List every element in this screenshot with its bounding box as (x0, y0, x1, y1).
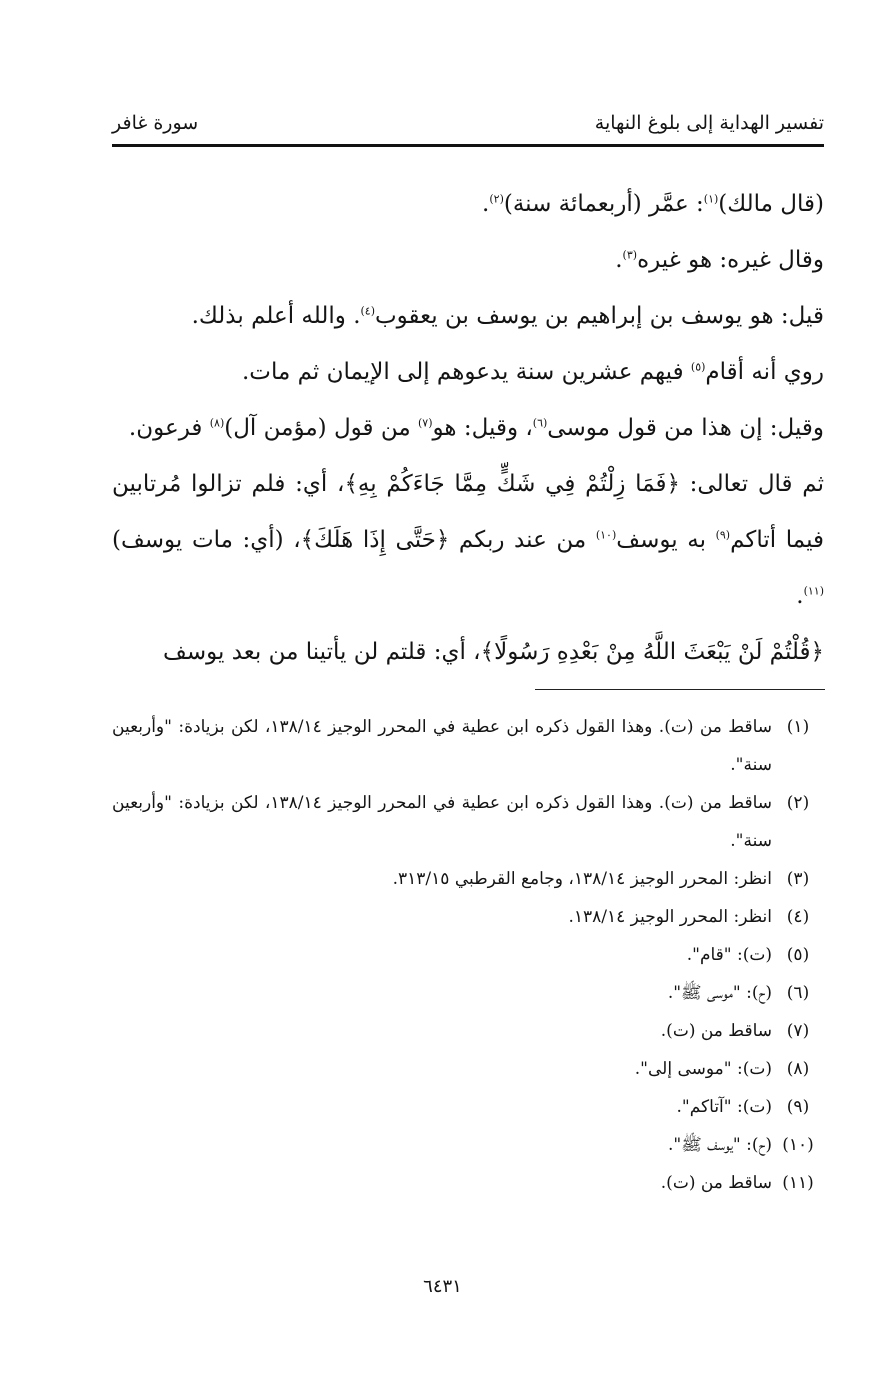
footnote-number: (٢) (786, 793, 810, 813)
paragraph: قيل: هو يوسف بن إبراهيم بن يوسف بن يعقوب$^{(٤)}$. والله أعلم بذلك. (191, 303, 824, 329)
footnote-marker: (٤) (360, 304, 376, 318)
footnote-text: (ت): "قام". (686, 945, 772, 965)
body-text (112, 176, 824, 680)
footnote (112, 784, 824, 860)
paragraph: ﴿قُلْتُمْ لَنْ يَبْعَثَ اللَّهُ مِنْ بَعْدِهِ رَسُولًا﴾، أي: قلتم لن يأتينا من بعد يوسف (163, 639, 824, 665)
footnote-text: (ت): "آتاكم". (676, 1097, 772, 1117)
footnotes (112, 708, 824, 1202)
footnote-marker: (٢) (489, 192, 504, 206)
footnote-number: (٩) (786, 1097, 810, 1117)
footnote-text: انظر: المحرر الوجيز ١٣٨/١٤. (568, 907, 772, 927)
footnote-text: ساقط من (ت). وهذا القول ذكره ابن عطية في المحرر الوجيز ١٣٨/١٤، لكن بزيادة: "وأربعين سنة". (112, 717, 772, 775)
page-number: ٦٤٣١ (423, 1276, 462, 1297)
footnote-number: (٤) (786, 907, 810, 927)
footnote-text: (ح): "يوسف ﷺ". (667, 1135, 772, 1155)
footnote (112, 1050, 824, 1088)
footnote (112, 898, 824, 936)
footnote-text: ساقط من (ت). (660, 1173, 772, 1193)
footnote-text: (ح): "موسى ﷺ". (667, 983, 772, 1003)
footnote-marker: (١١) (803, 584, 824, 598)
footnote (112, 1088, 824, 1126)
footnote-number: (١١) (782, 1173, 814, 1193)
footnote-marker: (٧) (418, 416, 433, 430)
footnote-text: ساقط من (ت). وهذا القول ذكره ابن عطية في المحرر الوجيز ١٣٨/١٤، لكن بزيادة: "وأربعين سنة". (112, 793, 772, 851)
footnote-text: ساقط من (ت). (660, 1021, 772, 1041)
footnote-marker: (٥) (690, 360, 706, 374)
footnote-number: (٨) (786, 1059, 810, 1079)
footnote-marker: (٩) (715, 528, 731, 542)
footnote-marker: (٦) (532, 416, 548, 430)
footnote (112, 974, 824, 1012)
footnote-number: (١٠) (782, 1135, 814, 1155)
footnote-marker: (١) (703, 192, 719, 206)
footnote (112, 1126, 824, 1164)
footnote-number: (٧) (786, 1021, 810, 1041)
paragraph: ثم قال تعالى: ﴿فَمَا زِلْتُمْ فِي شَكٍّ مِمَّا جَاءَكُمْ بِهِ﴾، أي: فلم تزالوا مُرتابين فيما أتاكم$^{(٩)}$ به يوسف$^{(١٠)}$ من عند ربكم ﴿حَتَّى إِذَا هَلَكَ﴾، (أي: مات يوسف)$^{(١١)}$. (112, 471, 824, 609)
footnote-marker: (١٠) (595, 528, 617, 542)
footnote (112, 1164, 824, 1202)
paragraph: روي أنه أقام$^{(٥)}$ فيهم عشرين سنة يدعوهم إلى الإيمان ثم مات. (241, 359, 824, 385)
paragraph: وقيل: إن هذا من قول موسى$^{(٦)}$، وقيل: هو$^{(٧)}$ من قول (مؤمن آل)$^{(٨)}$ فرعون. (128, 415, 824, 441)
footnote-separator (535, 689, 825, 690)
book-title: تفسير الهداية إلى بلوغ النهاية (594, 112, 824, 134)
footnote-number: (٥) (786, 945, 810, 965)
footnote (112, 1012, 824, 1050)
footnote (112, 860, 824, 898)
header-rule (112, 144, 824, 147)
footnote (112, 708, 824, 784)
footnote (112, 936, 824, 974)
footnote-marker: (٣) (622, 248, 638, 262)
footnote-text: انظر: المحرر الوجيز ١٣٨/١٤، وجامع القرطبي ٣١٣/١٥. (392, 869, 772, 889)
surah-name: سورة غافر (112, 112, 199, 134)
footnote-text: (ت): "موسى إلى". (634, 1059, 772, 1079)
paragraph: وقال غيره: هو غيره$^{(٣)}$. (615, 247, 824, 273)
footnote-number: (٣) (786, 869, 810, 889)
footnote-marker: (٨) (209, 416, 225, 430)
paragraph: (قال مالك)$^{(١)}$: عمَّر (أربعمائة سنة)$^{(٢)}$. (482, 191, 824, 217)
footnote-number: (١) (786, 717, 810, 737)
running-header (112, 112, 824, 142)
footnote-number: (٦) (786, 983, 810, 1003)
